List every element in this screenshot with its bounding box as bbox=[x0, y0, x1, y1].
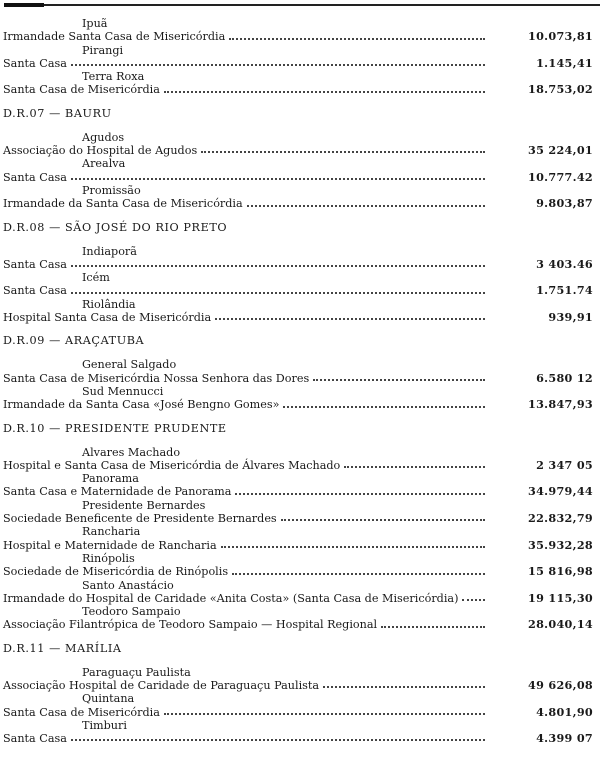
dot-leader bbox=[381, 626, 485, 628]
municipality-name: Pirangi bbox=[82, 43, 124, 57]
amount-value: 10.777.42 bbox=[528, 169, 593, 184]
amount-value: 3 403.46 bbox=[536, 256, 593, 271]
municipality-name: Quintana bbox=[82, 692, 135, 706]
amount-value: 1.751.74 bbox=[536, 283, 593, 298]
municipality-name: Presidente Bernardes bbox=[82, 498, 206, 512]
municipality-name: Panorama bbox=[82, 472, 139, 486]
institution-name: Santa Casa de Misericórdia bbox=[3, 705, 160, 719]
section-heading: D.R.08 — SÃO JOSÉ DO RIO PRETO bbox=[3, 220, 228, 234]
amount-value: 35.932,28 bbox=[528, 537, 593, 552]
entry-row bbox=[3, 485, 593, 498]
amount-value: 4.399 07 bbox=[536, 731, 593, 746]
institution-name: Irmandade da Santa Casa «José Bengno Gomes» bbox=[3, 398, 280, 412]
municipality-name: Paraguaçu Paulista bbox=[82, 665, 191, 679]
entry-row bbox=[3, 618, 593, 631]
dot-leader bbox=[201, 151, 485, 153]
top-rule-mark bbox=[4, 3, 44, 7]
municipality-name: Icém bbox=[82, 271, 110, 285]
dot-leader bbox=[344, 466, 485, 468]
dot-leader bbox=[229, 38, 485, 40]
entry-row bbox=[3, 512, 593, 525]
institution-name: Sociedade de Misericórdia de Rinópolis bbox=[3, 565, 229, 579]
amount-value: 4.801,90 bbox=[536, 704, 593, 719]
dot-leader bbox=[215, 318, 485, 320]
entry-row bbox=[3, 197, 593, 210]
dot-leader bbox=[71, 292, 485, 294]
section-heading: D.R.07 — BAURU bbox=[3, 106, 112, 120]
institution-name: Santa Casa bbox=[3, 56, 67, 70]
amount-value: 10.073,81 bbox=[528, 29, 593, 44]
institution-name: Irmandade Santa Casa de Misericórdia bbox=[3, 30, 226, 44]
entry-row bbox=[3, 565, 593, 578]
dot-leader bbox=[281, 519, 485, 521]
institution-name: Santa Casa bbox=[3, 170, 67, 184]
municipality-name: Teodoro Sampaio bbox=[82, 605, 181, 619]
entry-row bbox=[3, 83, 593, 96]
entry-row bbox=[3, 311, 593, 324]
municipality-name: Arealva bbox=[82, 157, 126, 171]
municipality-name: Santo Anastácio bbox=[82, 578, 174, 592]
dot-leader bbox=[247, 205, 485, 207]
amount-value: 13.847,93 bbox=[528, 397, 593, 412]
amount-value: 6.580 12 bbox=[536, 370, 593, 385]
institution-name: Irmandade da Santa Casa de Misericórdia bbox=[3, 197, 243, 211]
dot-leader bbox=[235, 493, 485, 495]
section-heading: D.R.09 — ARAÇATUBA bbox=[3, 334, 145, 348]
dot-leader bbox=[221, 546, 485, 548]
dot-leader bbox=[283, 406, 485, 408]
municipality-name: Promissão bbox=[82, 183, 141, 197]
dot-leader bbox=[164, 91, 485, 93]
municipality-name: Ipuã bbox=[82, 17, 108, 30]
dot-leader bbox=[462, 599, 485, 601]
amount-value: 2 347 05 bbox=[536, 457, 593, 472]
section-heading: D.R.11 — MARÍLIA bbox=[3, 641, 122, 655]
entry-row bbox=[3, 398, 593, 411]
dot-leader bbox=[71, 739, 485, 741]
entry-row bbox=[3, 284, 593, 297]
amount-value: 939,91 bbox=[548, 310, 593, 325]
institution-name: Santa Casa de Misericórdia Nossa Senhora das Dores bbox=[3, 371, 310, 385]
entry-row bbox=[3, 459, 593, 472]
amount-value: 34.979,44 bbox=[528, 484, 593, 499]
dot-leader bbox=[323, 686, 485, 688]
institution-name: Santa Casa bbox=[3, 257, 67, 271]
top-rule bbox=[4, 4, 600, 6]
amount-value: 15 816,98 bbox=[528, 564, 593, 579]
section-heading: D.R.10 — PRESIDENTE PRUDENTE bbox=[3, 421, 227, 435]
dot-leader bbox=[71, 265, 485, 267]
entry-row bbox=[3, 30, 593, 43]
municipality-name: Alvares Machado bbox=[82, 445, 181, 459]
entry-row bbox=[3, 258, 593, 271]
amount-value: 49 626,08 bbox=[528, 677, 593, 692]
entry-row bbox=[3, 592, 593, 605]
entry-row bbox=[3, 372, 593, 385]
institution-name: Sociedade Beneficente de Presidente Bernardes bbox=[3, 512, 277, 526]
entry-row bbox=[3, 171, 593, 184]
institution-name: Hospital Santa Casa de Misericórdia bbox=[3, 311, 212, 325]
municipality-name: Riolândia bbox=[82, 297, 136, 311]
municipality-name: Sud Mennucci bbox=[82, 384, 164, 398]
institution-name: Associação do Hospital de Agudos bbox=[3, 144, 198, 158]
amount-value: 22.832,79 bbox=[528, 511, 593, 526]
entry-row bbox=[3, 57, 593, 70]
dot-leader bbox=[313, 379, 485, 381]
entry-row bbox=[3, 706, 593, 719]
amount-value: 28.040,14 bbox=[528, 617, 593, 632]
entry-row bbox=[3, 732, 593, 745]
municipality-name: Terra Roxa bbox=[82, 70, 145, 84]
entry-row bbox=[3, 679, 593, 692]
municipality-name: Rancharia bbox=[82, 525, 141, 539]
municipality-name: Agudos bbox=[82, 130, 125, 144]
amount-value: 1.145,41 bbox=[536, 55, 593, 70]
dot-leader bbox=[164, 713, 485, 715]
institution-name: Hospital e Santa Casa de Misericórdia de Álvares Machado bbox=[3, 458, 341, 472]
municipality-name: Rinópolis bbox=[82, 551, 135, 565]
municipality-name: Indiaporã bbox=[82, 244, 137, 258]
amount-value: 19 115,30 bbox=[528, 590, 593, 605]
institution-name: Irmandade do Hospital de Caridade «Anita Costa» (Santa Casa de Misericórdia) bbox=[3, 591, 459, 605]
institution-name: Santa Casa de Misericórdia bbox=[3, 83, 160, 97]
institution-name: Associação Filantrópica de Teodoro Sampaio — Hospital Regional bbox=[3, 618, 378, 632]
dot-leader bbox=[71, 64, 485, 66]
institution-name: Santa Casa e Maternidade de Panorama bbox=[3, 485, 232, 499]
institution-name: Santa Casa bbox=[3, 284, 67, 298]
entry-row bbox=[3, 144, 593, 157]
institution-name: Associação Hospital de Caridade de Paraguaçu Paulista bbox=[3, 678, 320, 692]
municipality-name: Timburi bbox=[82, 718, 127, 732]
municipality-name: General Salgado bbox=[82, 358, 177, 372]
document-body bbox=[3, 17, 593, 745]
amount-value: 18.753,02 bbox=[528, 82, 593, 97]
entry-row bbox=[3, 539, 593, 552]
amount-value: 35 224,01 bbox=[528, 143, 593, 158]
institution-name: Santa Casa bbox=[3, 732, 67, 746]
dot-leader bbox=[71, 178, 485, 180]
amount-value: 9.803,87 bbox=[536, 196, 593, 211]
institution-name: Hospital e Maternidade de Rancharia bbox=[3, 538, 217, 552]
dot-leader bbox=[232, 573, 485, 575]
